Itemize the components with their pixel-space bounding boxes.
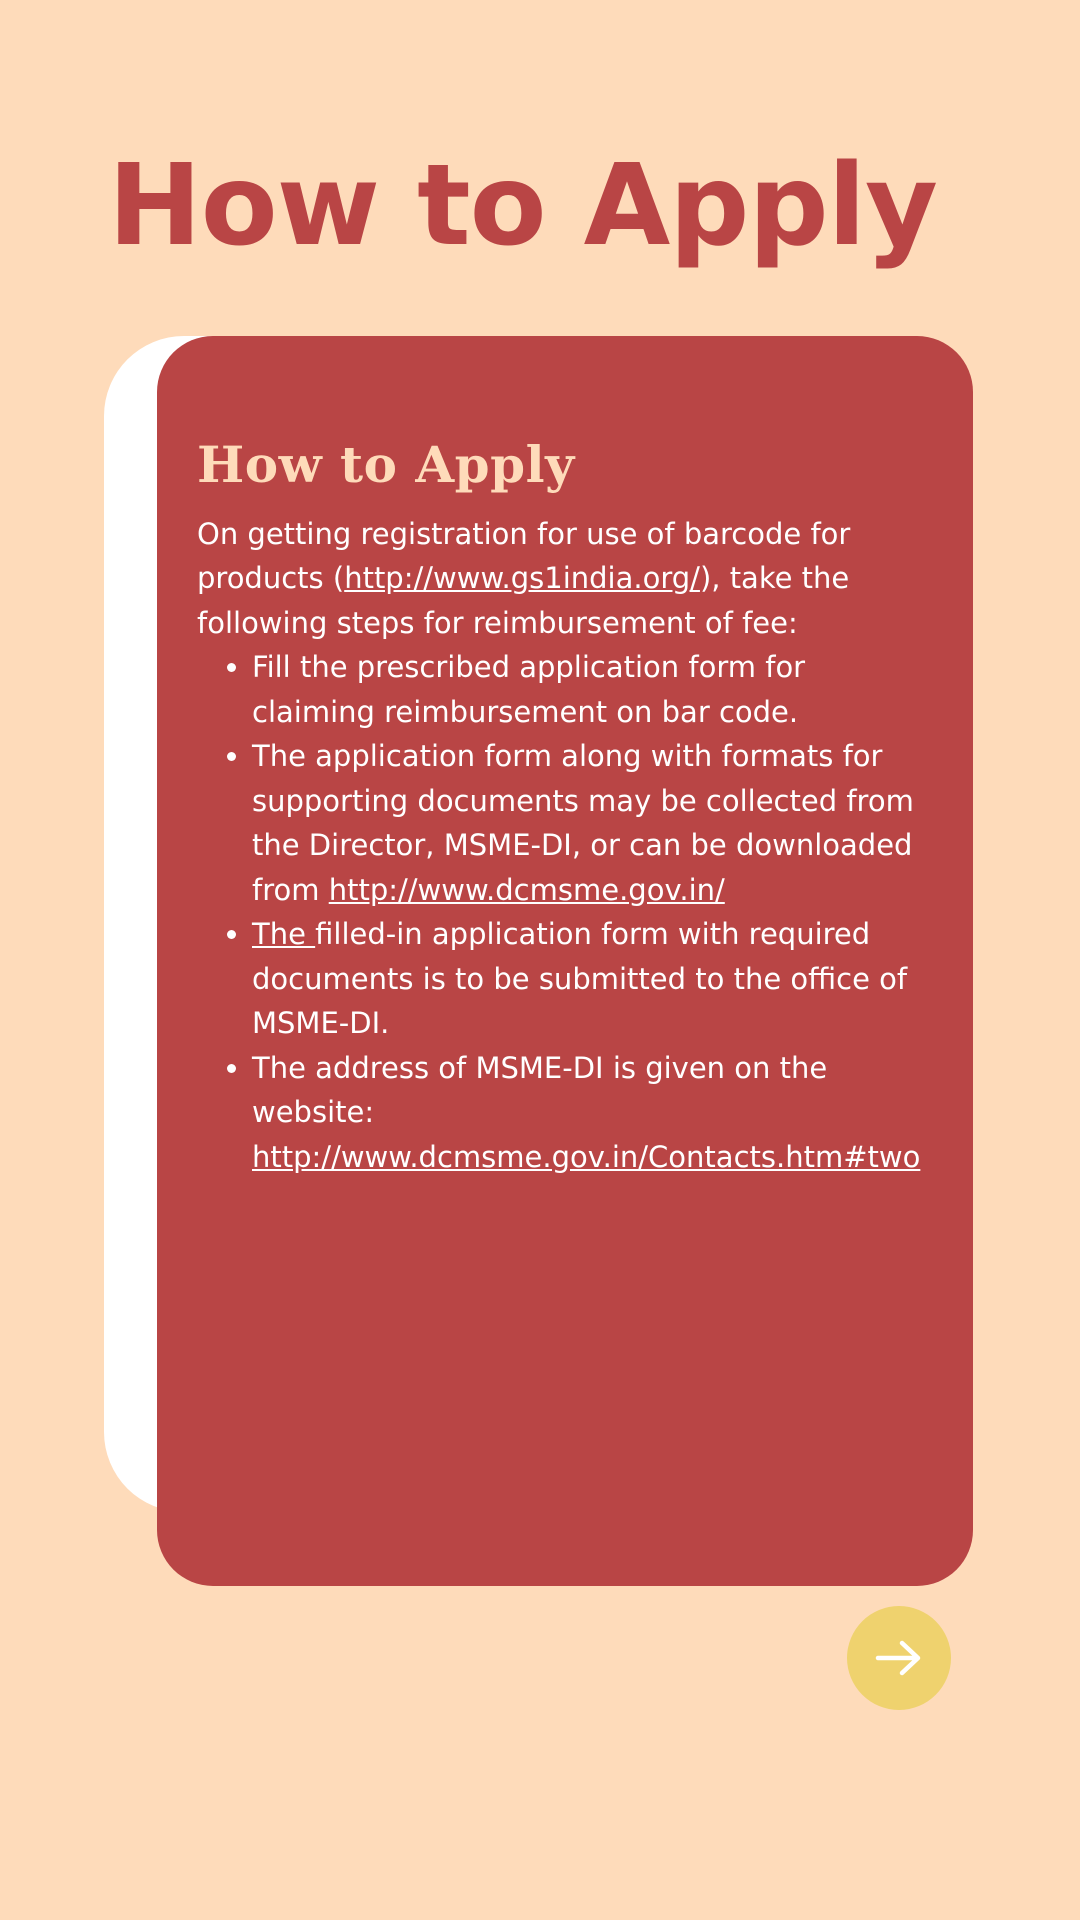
contacts-link[interactable]: http://www.dcmsme.gov.in/Contacts.htm#two [252, 1139, 921, 1174]
intro-paragraph [197, 512, 937, 646]
card-title: How to Apply [197, 435, 575, 494]
intro-text-after: ), take the following steps for reimbursement of fee: [197, 561, 850, 640]
dcmsme-link[interactable]: http://www.dcmsme.gov.in/ [328, 872, 725, 907]
step-item-2 [252, 734, 937, 912]
step-1-text: Fill the prescribed application form for claiming reimbursement on bar code. [252, 650, 806, 729]
step-2-text: The application form along with formats for supporting documents may be collected from the Director, MSME-DI, or can be downloaded from [252, 739, 914, 907]
step-3-text: filled-in application form with required documents is to be submitted to the office of MSME-DI. [252, 917, 908, 1040]
next-button[interactable] [847, 1606, 951, 1710]
step-item-1 [252, 645, 937, 734]
intro-text-before: On getting registration for use of barcode for products ( [197, 516, 851, 595]
gs1india-link[interactable]: http://www.gs1india.org/ [344, 561, 700, 595]
arrow-right-icon [875, 1640, 923, 1676]
info-card [157, 336, 973, 1586]
steps-list [197, 645, 937, 1179]
step-item-4 [252, 1046, 937, 1180]
step-item-3 [252, 912, 937, 1046]
page-title: How to Apply [108, 141, 938, 271]
the-link[interactable]: The [252, 917, 316, 951]
step-4-text: The address of MSME-DI is given on the website: [252, 1050, 828, 1129]
card-body [197, 512, 937, 1180]
